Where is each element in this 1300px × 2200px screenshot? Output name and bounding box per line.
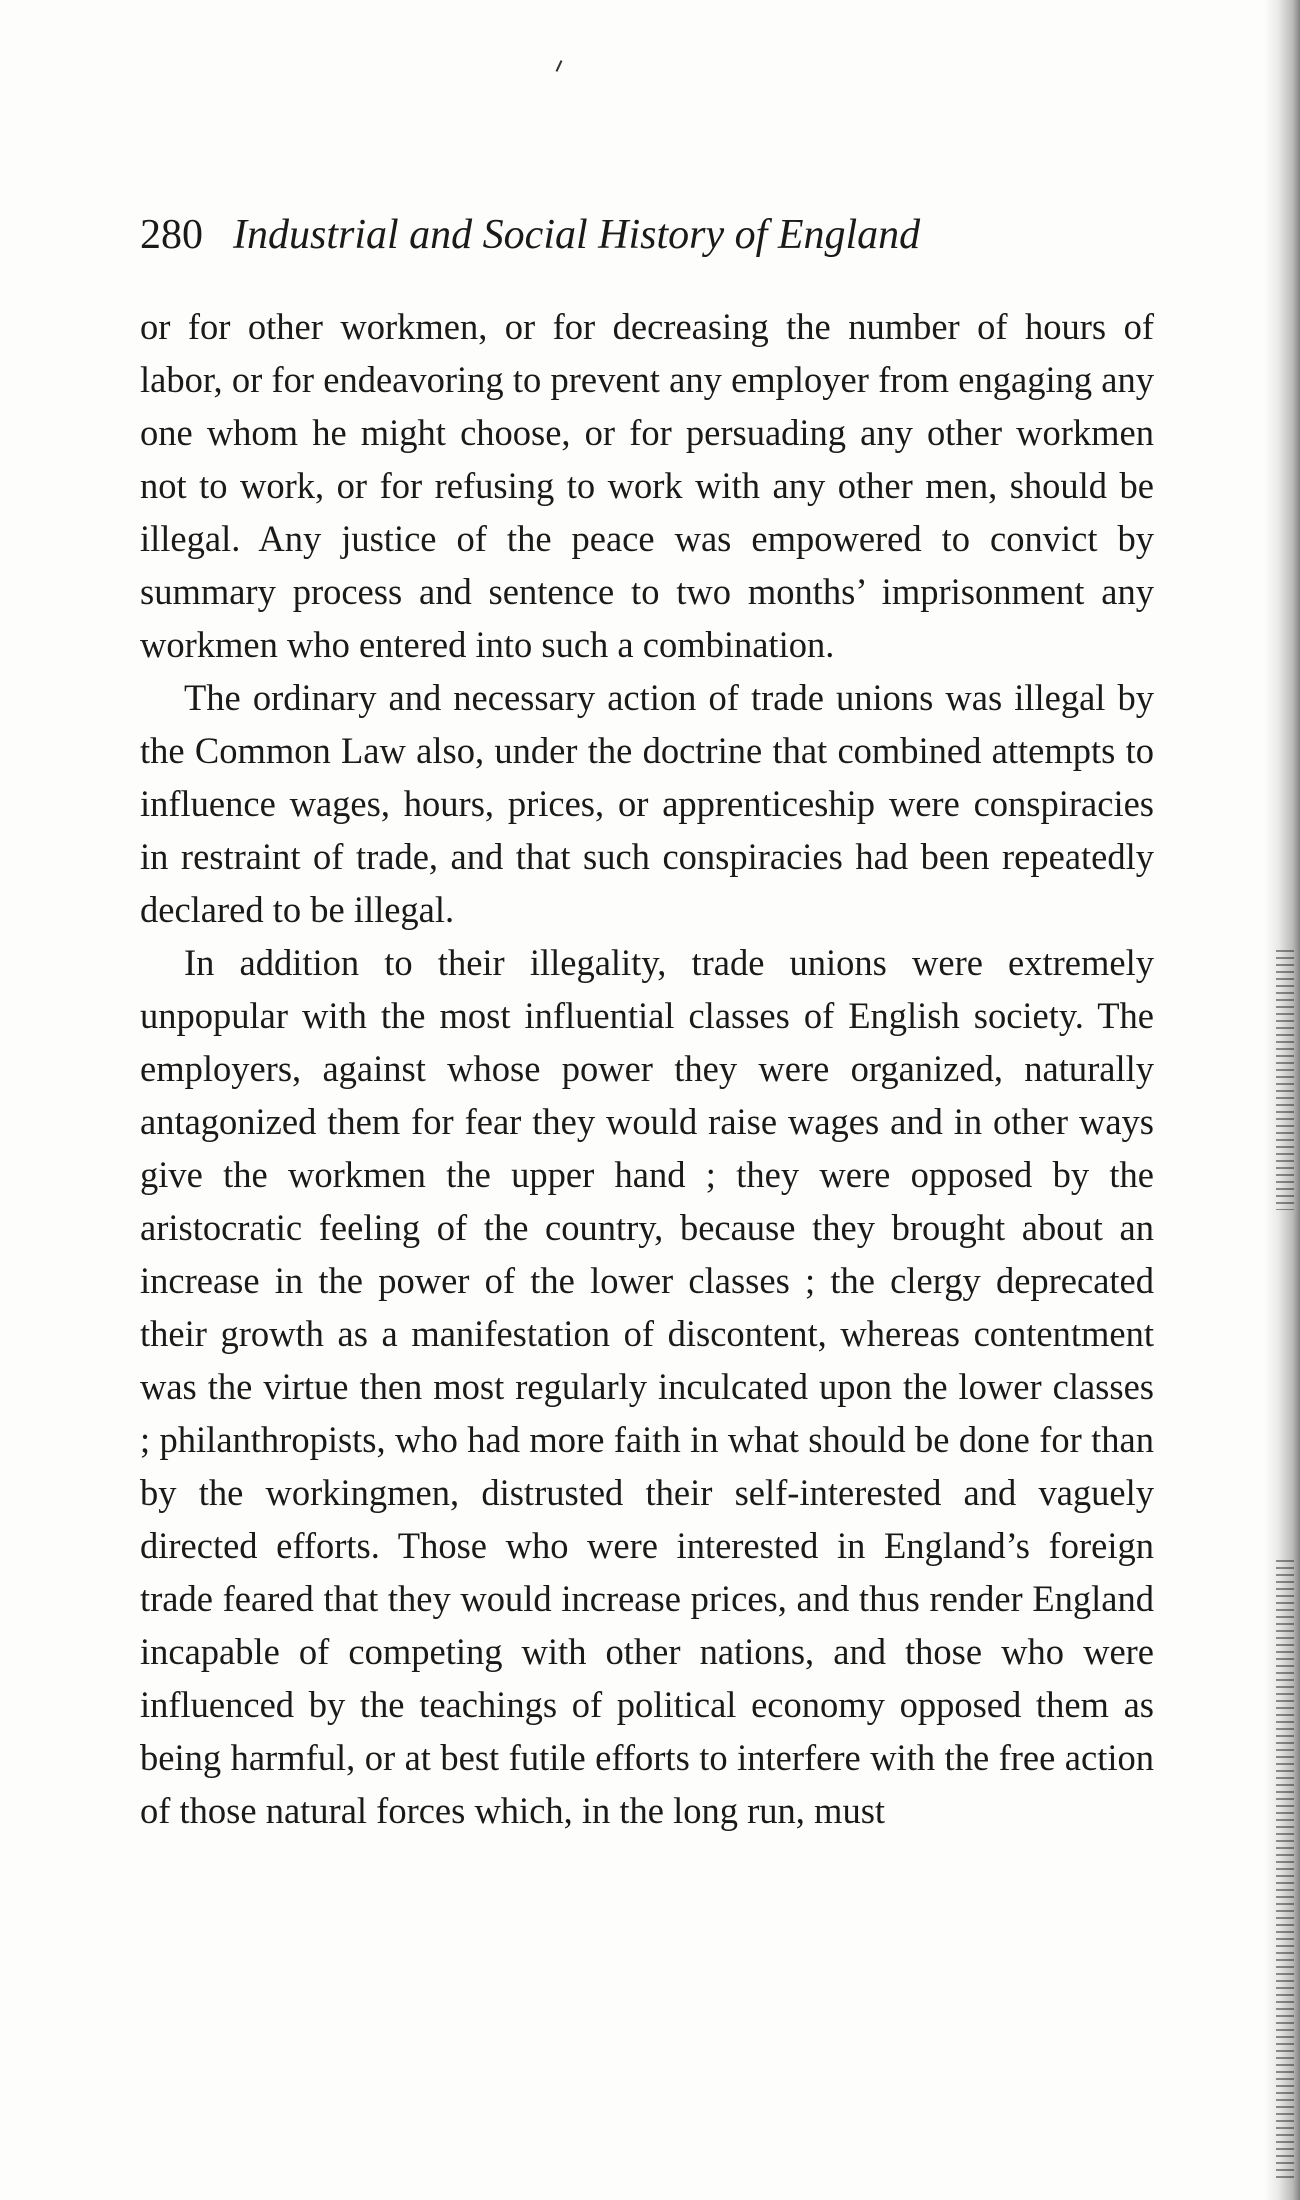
running-head [140, 210, 1160, 260]
stray-ink-mark [556, 60, 563, 72]
paragraph-unpopularity: In addition to their illegality, trade unions were extremely unpopular with the most influential classes of English society. The employers, against whose power they were organized, naturally antagonized them for fear they would raise wages and in other ways give the workmen the upper hand ; they were opposed by the aristocratic feeling of the country, because they brought about an increase in the power of the lower classes ; the clergy deprecated their growth as a manifestation of discontent, whereas contentment was the virtue then most regularly inculcated upon the lower classes ; philanthropists, who had more faith in what should be done for than by the workingmen, distrusted their self-interested and vaguely directed efforts. Those who were interested in England’s foreign trade feared that they would increase prices, and thus render England incapable of competing with other nations, and those who were influenced by the teachings of political economy opposed them as being harmful, or at best futile efforts to interfere with the free action of those natural forces which, in the long run, must [140, 942, 1154, 1831]
book-title: Industrial and Social History of England [233, 212, 921, 258]
page-edge-speckle [1276, 1560, 1294, 2180]
paragraph-common-law: The ordinary and necessary action of trade unions was illegal by the Common Law also, under the doctrine that combined attempts to influence wages, hours, prices, or apprenticeship were conspiracies in restraint of trade, and that such conspiracies had been repeatedly declared to be illegal. [140, 677, 1154, 930]
paragraph-continued: or for other workmen, or for decreasing the number of hours of labor, or for endeavoring to prevent any employer from engaging any one whom he might choose, or for persuading any other workmen not to work, or for refusing to work with any other men, should be illegal. Any justice of the peace was empowered to convict by summary process and sentence to two months’ imprisonment any workmen who entered into such a combination. [140, 306, 1154, 665]
page-number: 280 [140, 212, 203, 258]
body-text [140, 300, 1154, 1837]
page-edge-speckle [1276, 950, 1294, 1210]
